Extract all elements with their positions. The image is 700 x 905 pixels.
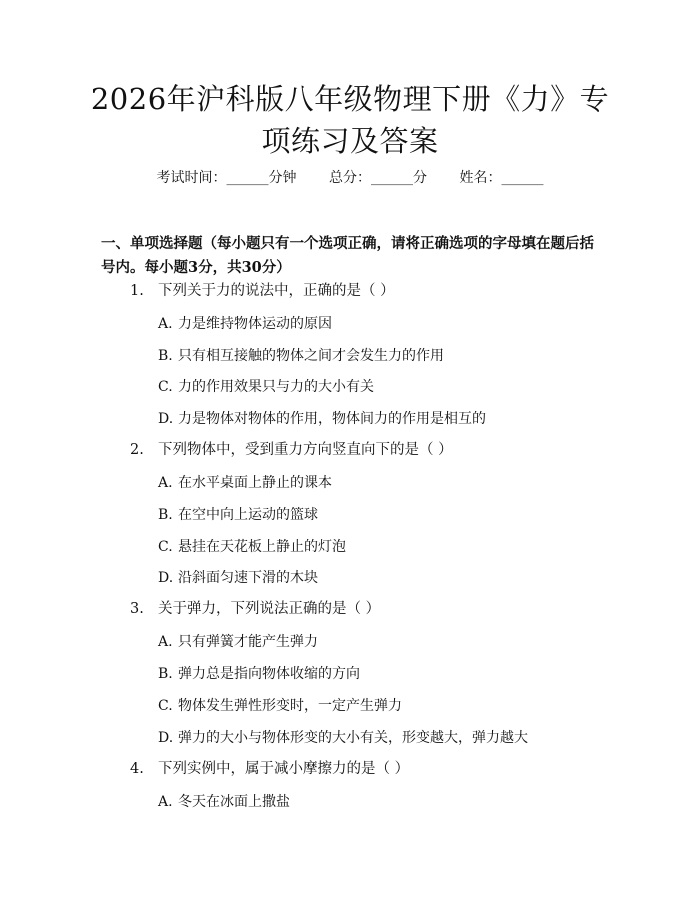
question-2-option-d (158, 568, 318, 588)
option-letter: C. (158, 379, 173, 395)
option-letter: B. (158, 666, 173, 682)
document-title: 2026年沪科版八年级物理下册《力》专项练习及答案 (90, 82, 610, 158)
question-1 (130, 281, 395, 301)
question-3-option-a (158, 632, 318, 652)
option-text: 只有弹簧才能产生弹力 (178, 634, 318, 650)
option-text: 只有相互接触的物体之间才会发生力的作用 (178, 348, 444, 364)
option-text: 力是维持物体运动的原因 (178, 316, 332, 332)
exam-meta (0, 168, 700, 188)
question-2 (130, 440, 453, 460)
section-heading: 一、单项选择题（每小题只有一个选项正确，请将正确选项的字母填在题后括号内。每小题3分，共30分） (101, 235, 594, 276)
student-name: 姓名：______ (459, 170, 544, 186)
option-letter: C. (158, 539, 173, 555)
question-text: 关于弹力，下列说法正确的是（ ） (158, 601, 381, 617)
option-text: 弹力总是指向物体收缩的方向 (178, 666, 360, 682)
question-1-option-d (158, 409, 486, 429)
option-letter: A. (158, 634, 173, 650)
option-text: 悬挂在天花板上静止的灯泡 (178, 539, 346, 555)
option-letter: D. (158, 411, 174, 427)
option-letter: A. (158, 794, 173, 810)
option-text: 力的作用效果只与力的大小有关 (178, 379, 374, 395)
option-letter: B. (158, 348, 173, 364)
total-score: 总分：______分 (329, 170, 427, 186)
option-text: 冬天在冰面上撒盐 (178, 794, 290, 810)
question-2-option-a (158, 473, 332, 493)
option-letter: C. (158, 698, 173, 714)
question-text: 下列物体中，受到重力方向竖直向下的是（ ） (158, 442, 453, 458)
question-number: 4. (130, 761, 144, 777)
question-number: 1. (130, 283, 144, 299)
option-text: 弹力的大小与物体形变的大小有关，形变越大，弹力越大 (178, 730, 528, 746)
question-4-option-a (158, 792, 290, 812)
option-letter: B. (158, 507, 173, 523)
question-3-option-d (158, 728, 528, 748)
exam-time: 考试时间：______分钟 (156, 170, 297, 186)
option-letter: D. (158, 730, 174, 746)
question-1-option-c (158, 377, 374, 397)
question-1-option-b (158, 346, 444, 366)
option-letter: A. (158, 316, 173, 332)
question-2-option-c (158, 537, 346, 557)
question-3-option-b (158, 664, 360, 684)
question-2-option-b (158, 505, 318, 525)
option-text: 力是物体对物体的作用，物体间力的作用是相互的 (178, 411, 486, 427)
option-letter: A. (158, 475, 173, 491)
option-text: 在水平桌面上静止的课本 (178, 475, 332, 491)
question-3 (130, 599, 380, 619)
question-text: 下列关于力的说法中，正确的是（ ） (158, 283, 395, 299)
question-4 (130, 759, 409, 779)
option-text: 在空中向上运动的篮球 (178, 507, 318, 523)
question-number: 3. (130, 601, 144, 617)
option-letter: D. (158, 570, 174, 586)
question-3-option-c (158, 696, 402, 716)
question-text: 下列实例中，属于减小摩擦力的是（ ） (158, 761, 410, 777)
option-text: 物体发生弹性形变时，一定产生弹力 (178, 698, 402, 714)
option-text: 沿斜面匀速下滑的木块 (178, 570, 318, 586)
question-number: 2. (130, 442, 144, 458)
question-1-option-a (158, 314, 332, 334)
